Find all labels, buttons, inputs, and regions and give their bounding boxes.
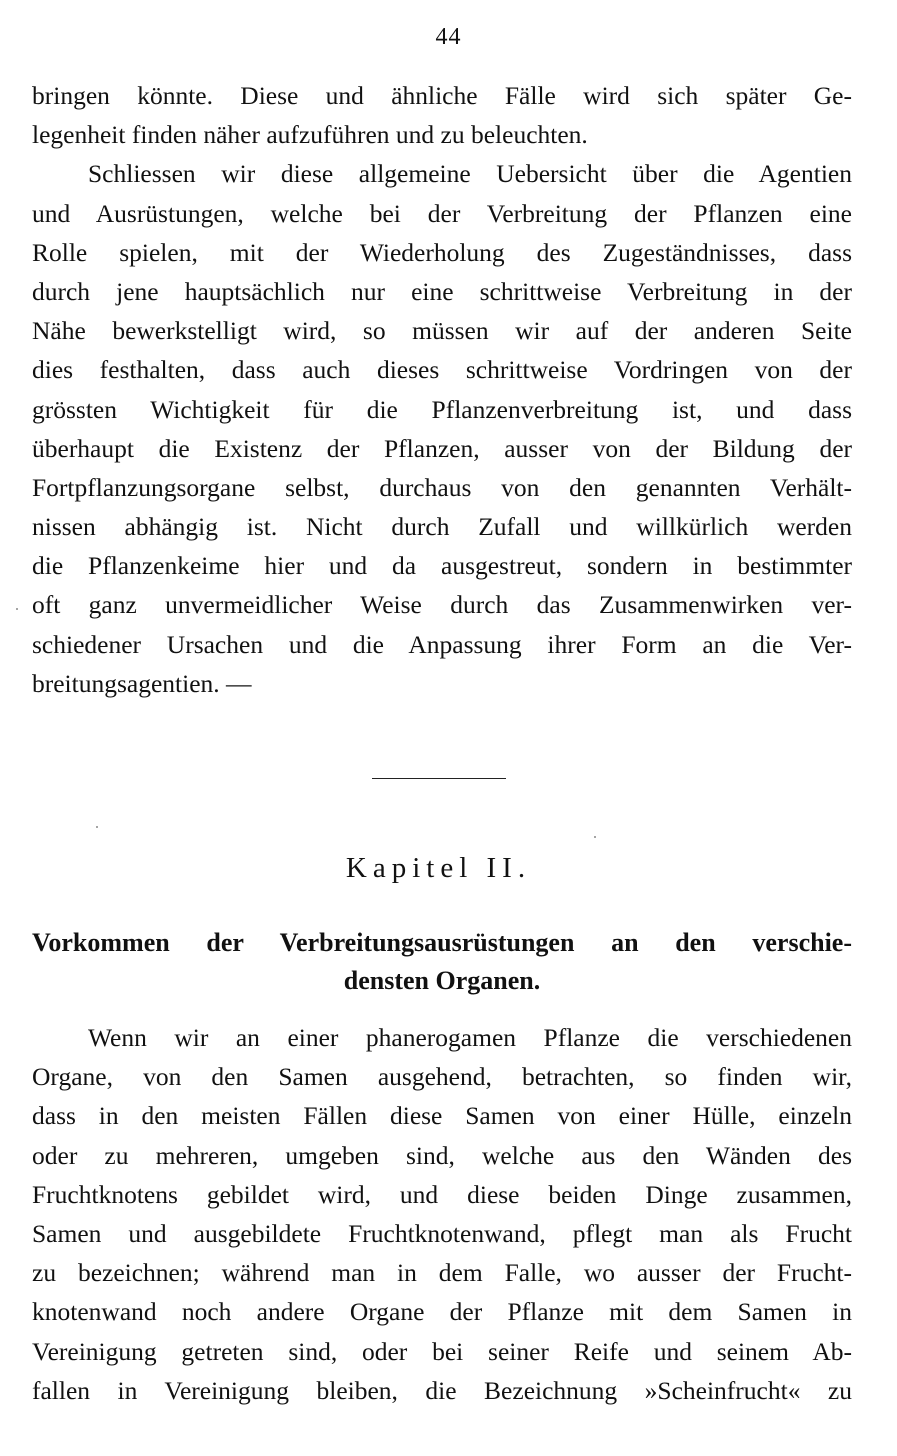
text-line: bringen könnte. Diese und ähnliche Fälle wird sich später Ge- [32, 81, 852, 110]
text-line: Organe, von den Samen ausgehend, betrachten, so finden wir, [32, 1062, 852, 1092]
text-line: oder zu mehreren, umgeben sind, welche aus den Wänden des [32, 1140, 852, 1170]
text-line: zu bezeichnen; während man in dem Falle, wo ausser der Frucht- [32, 1258, 852, 1288]
text-line: knotenwand noch andere Organe der Pflanze mit dem Samen in [32, 1297, 852, 1327]
text-line: Fruchtknotens gebildet wird, und diese beiden Dinge zusammen, [32, 1179, 852, 1209]
text-line: grössten Wichtigkeit für die Pflanzenverbreitung ist, und dass [32, 394, 852, 424]
paper-speck [96, 826, 98, 828]
text-line: dies festhalten, dass auch dieses schrittweise Vordringen von der [32, 355, 852, 385]
text-line: die Pflanzenkeime hier und da ausgestreut, sondern in bestimmter [32, 551, 852, 581]
text-line: Wenn wir an einer phanerogamen Pflanze die verschiedenen [88, 1023, 852, 1052]
body-text-top [32, 76, 852, 703]
text-line: nissen abhängig ist. Nicht durch Zufall und willkürlich werden [32, 512, 852, 542]
text-line: überhaupt die Existenz der Pflanzen, ausser von der Bildung der [32, 433, 852, 463]
text-line: dass in den meisten Fällen diese Samen von einer Hülle, einzeln [32, 1101, 852, 1131]
text-line: Samen und ausgebildete Fruchtknotenwand, pflegt man als Frucht [32, 1218, 852, 1248]
paper-speck [16, 608, 18, 610]
chapter-subtitle [32, 924, 852, 1000]
text-line: Nähe bewerkstelligt wird, so müssen wir auf der anderen Seite [32, 316, 852, 346]
text-line: durch jene hauptsächlich nur eine schrittweise Verbreitung in der [32, 276, 852, 306]
text-line: legenheit finden näher aufzuführen und zu beleuchten. [32, 120, 588, 150]
text-line: schiedener Ursachen und die Anpassung ihrer Form an die Ver- [32, 629, 852, 659]
text-line: breitungsagentien. — [32, 668, 252, 698]
text-line: und Ausrüstungen, welche bei der Verbreitung der Pflanzen eine [32, 198, 852, 228]
text-line: Rolle spielen, mit der Wiederholung des Zugeständnisses, dass [32, 237, 852, 267]
chapter-title: Kapitel II. [345, 852, 532, 884]
section-divider [372, 778, 506, 779]
text-line: oft ganz unvermeidlicher Weise durch das Zusammenwirken ver- [32, 590, 852, 620]
text-line: Fortpflanzungsorgane selbst, durchaus von den genannten Verhält- [32, 472, 852, 502]
chapter-subtitle-line: densten Organen. [343, 966, 541, 995]
text-line: fallen in Vereinigung bleiben, die Bezeichnung »Scheinfrucht« zu [32, 1375, 852, 1405]
text-line: Schliessen wir diese allgemeine Uebersicht über die Agentien [88, 159, 852, 189]
text-line: Vereinigung getreten sind, oder bei seiner Reife und seinem Ab- [32, 1336, 852, 1366]
page-number: 44 [435, 24, 462, 50]
body-text-bottom [32, 1018, 852, 1410]
paper-speck [594, 836, 596, 838]
chapter-subtitle-line: Vorkommen der Verbreitungsausrüstungen an den verschie- [32, 928, 852, 957]
